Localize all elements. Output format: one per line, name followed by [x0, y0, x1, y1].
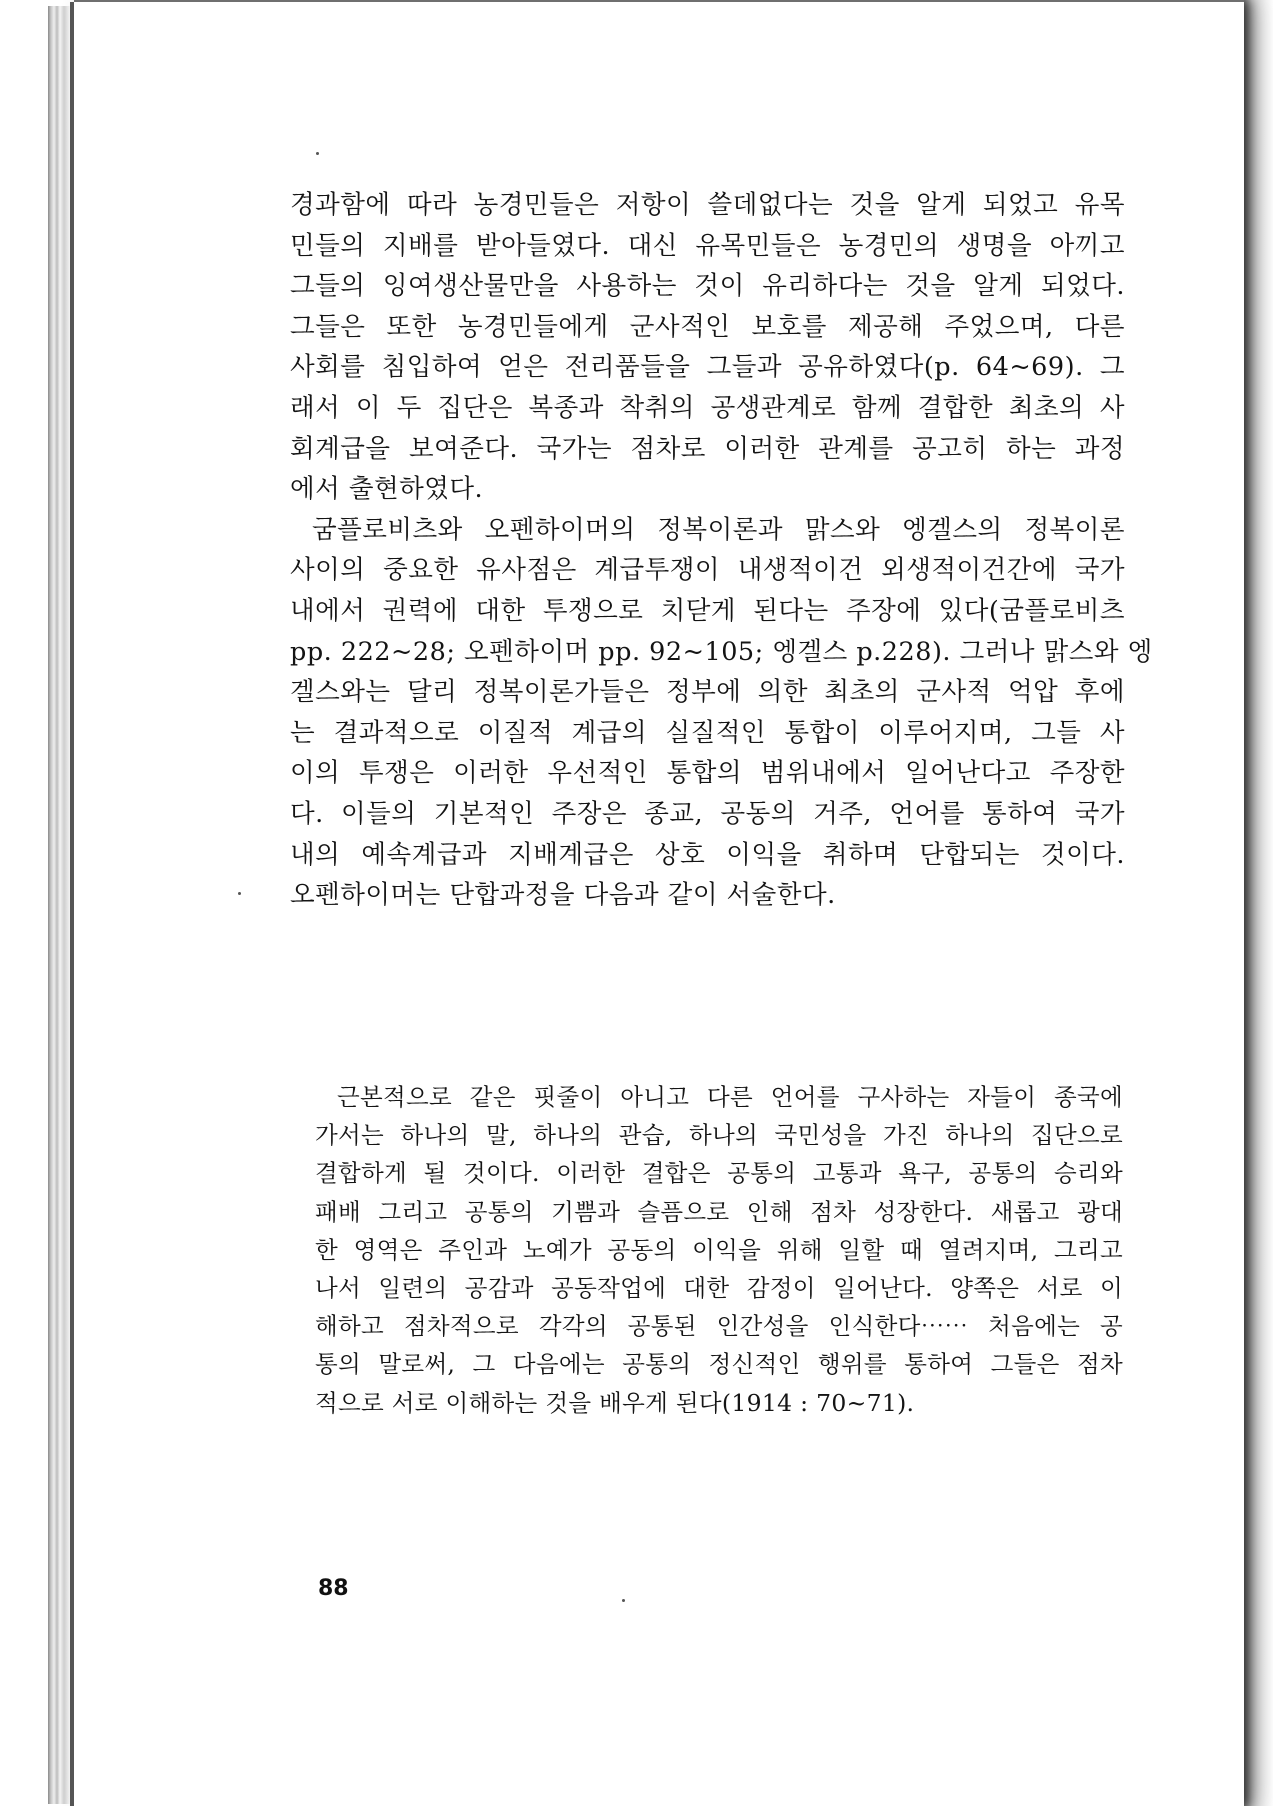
- page-right-shadow: [1244, 0, 1273, 1806]
- text-line: pp. 222~28; 오펜하이머 pp. 92~105; 엥겔스 p.228). 그러나 맑스와 엥: [290, 636, 1153, 667]
- text-line: 에서 출현하였다.: [290, 474, 484, 505]
- scan-speck: [316, 152, 319, 155]
- text-line: 는 결과적으로 이질적 계급의 실질적인 통합이 이루어지며, 그들 사: [290, 717, 1125, 748]
- quote-line: 통의 말로써, 그 다음에는 공통의 정신적인 행위를 통하여 그들은 점차: [315, 1350, 1123, 1379]
- text-line: 그들은 또한 농경민들에게 군사적인 보호를 제공해 주었으며, 다른: [290, 311, 1125, 342]
- quote-line: 가서는 하나의 말, 하나의 관습, 하나의 국민성을 가진 하나의 집단으로: [315, 1121, 1123, 1150]
- body-text: [290, 185, 1153, 916]
- text-line: 사이의 중요한 유사점은 계급투쟁이 내생적이건 외생적이건간에 국가: [290, 555, 1125, 586]
- quote-line: 근본적으로 같은 핏줄이 아니고 다른 언어를 구사하는 자들이 종국에: [337, 1083, 1123, 1111]
- scan-speck: [238, 892, 241, 895]
- text-line: 민들의 지배를 받아들였다. 대신 유목민들은 농경민의 생명을 아끼고: [290, 230, 1125, 261]
- paragraph-1: [290, 185, 1125, 510]
- text-line: 그들의 잉여생산물만을 사용하는 것이 유리하다는 것을 알게 되었다.: [290, 271, 1125, 302]
- text-line: 사회를 침입하여 얻은 전리품들을 그들과 공유하였다(p. 64~69). 그: [290, 352, 1125, 383]
- text-line: 겔스와는 달리 정복이론가들은 정부에 의한 최초의 군사적 억압 후에: [290, 677, 1125, 708]
- quote-line: 패배 그리고 공통의 기쁨과 슬픔으로 인해 점차 성장한다. 새롭고 광대: [315, 1197, 1123, 1226]
- text-line: 오펜하이머는 단합과정을 다음과 같이 서술한다.: [290, 880, 836, 911]
- quote-line: 나서 일련의 공감과 공동작업에 대한 감정이 일어난다. 양쪽은 서로 이: [315, 1274, 1123, 1303]
- quote-line: 해하고 점차적으로 각각의 공통된 인간성을 인식한다⋯⋯ 처음에는 공: [315, 1312, 1123, 1341]
- text-line: 내에서 권력에 대한 투쟁으로 치닫게 된다는 주장에 있다(굼플로비츠: [290, 595, 1125, 626]
- paragraph-2: [290, 510, 1153, 916]
- text-line: 래서 이 두 집단은 복종과 착취의 공생관계로 함께 결합한 최초의 사: [290, 392, 1125, 423]
- quote-line: 한 영역은 주인과 노예가 공동의 이익을 위해 일할 때 열려지며, 그리고: [315, 1235, 1123, 1264]
- text-line: 경과함에 따라 농경민들은 저항이 쓸데없다는 것을 알게 되었고 유목: [290, 190, 1125, 220]
- text-line: 이의 투쟁은 이러한 우선적인 통합의 범위내에서 일어난다고 주장한: [290, 758, 1125, 789]
- page-number: 88: [318, 1576, 349, 1601]
- block-quote: [315, 1078, 1123, 1422]
- text-line: 굼플로비츠와 오펜하이머의 정복이론과 맑스와 엥겔스의 정복이론: [312, 514, 1125, 545]
- text-line: 다. 이들의 기본적인 주장은 종교, 공동의 거주, 언어를 통하여 국가: [290, 798, 1125, 829]
- quote-line: 적으로 서로 이해하는 것을 배우게 된다(1914 : 70~71).: [315, 1388, 915, 1417]
- scan-speck: [622, 1599, 625, 1602]
- quote-line: 결합하게 될 것이다. 이러한 결합은 공통의 고통과 욕구, 공통의 승리와: [315, 1159, 1123, 1188]
- text-line: 내의 예속계급과 지배계급은 상호 이익을 취하며 단합되는 것이다.: [290, 839, 1125, 870]
- text-line: 회계급을 보여준다. 국가는 점차로 이러한 관계를 공고히 하는 과정: [290, 433, 1125, 464]
